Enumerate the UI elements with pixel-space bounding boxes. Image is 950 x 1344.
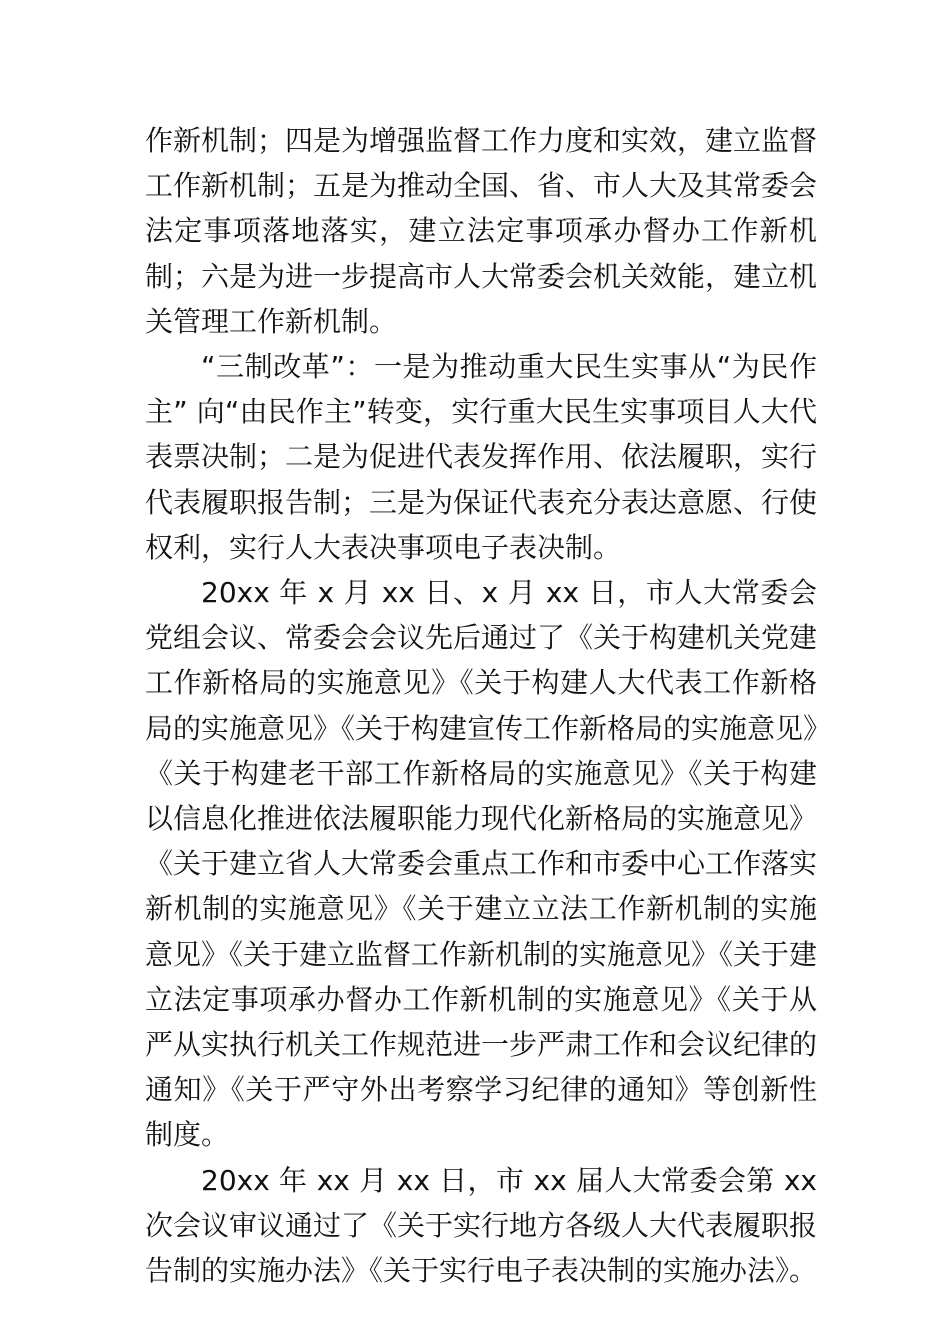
paragraph-work-mechanisms: 作新机制；四是为增强监督工作力度和实效，建立监督工作新机制；五是为推动全国、省、市人大及其常委会法定事项落地落实，建立法定事项承办督办工作新机制；六是为进一步提高市人大常委会机关效能，建立机关管理工作新机制。: [145, 124, 818, 338]
paragraph-adopted-opinions: 20xx 年 x 月 xx 日、x 月 xx 日，市人大常委会党组会议、常委会会议先后通过了《关于构建机关党建工作新格局的实施意见》《关于构建人大代表工作新格局的实施意见》《关于构建宣传工作新格局的实施意见》《关于构建老干部工作新格局的实施意见》《关于构建以信息化推进依法履职能力现代化新格局的实施意见》《关于建立省人大常委会重点工作和市委中心工作落实新机制的实施意见》《关于建立立法工作新机制的实施意见》《关于建立监督工作新机制的实施意见》《关于建立法定事项承办督办工作新机制的实施意见》《关于从严从实执行机关工作规范进一步严肃工作和会议纪律的通知》《关于严守外出考察学习纪律的通知》等创新性制度。: [145, 576, 818, 1152]
paragraph-three-system-reform: “三制改革”：一是为推动重大民生实事从“为民作主” 向“由民作主”转变，实行重大民生实事项目人大代表票决制；二是为促进代表发挥作用、依法履职，实行代表履职报告制；三是为保证代表充分表达意愿、行使权利，实行人大表决事项电子表决制。: [145, 350, 818, 564]
document-body: [145, 118, 817, 1293]
paragraph-adopted-measures: 20xx 年 xx 月 xx 日，市 xx 届人大常委会第 xx 次会议审议通过了《关于实行地方各级人大代表履职报告制的实施办法》《关于实行电子表决制的实施办法》。: [145, 1163, 818, 1288]
